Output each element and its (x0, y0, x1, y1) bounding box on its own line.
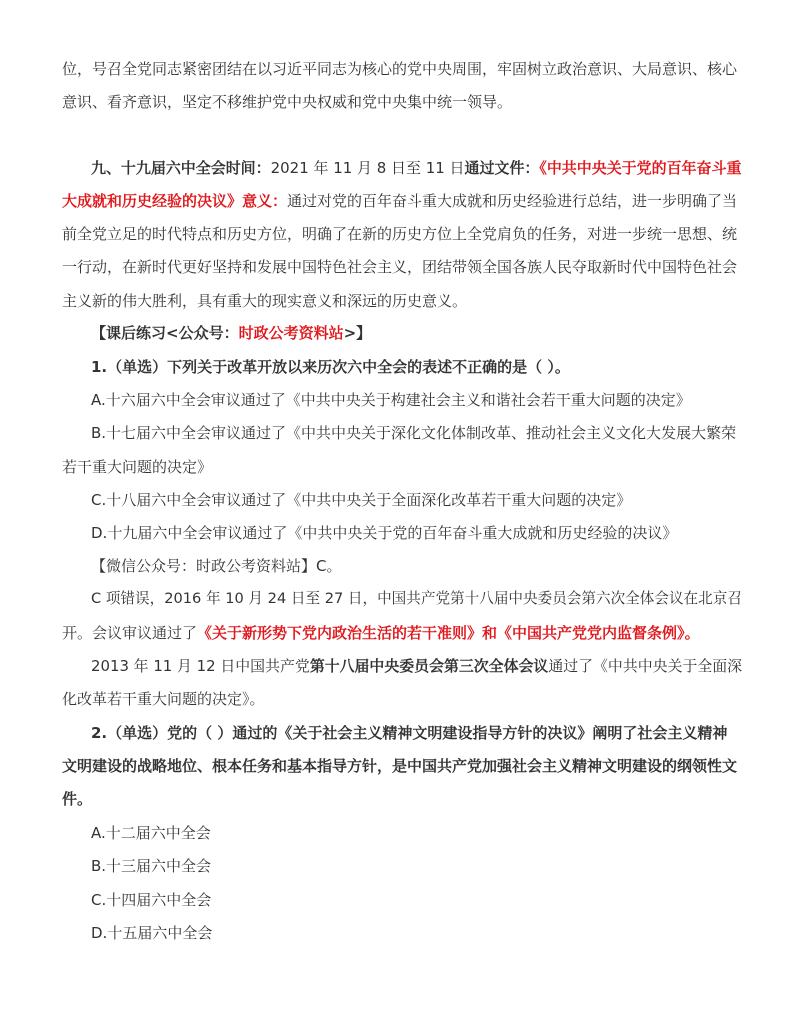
q2-stem-line-1: 2.（单选）党的（ ）通过的《关于社会主义精神文明建设指导方针的决议》阐明了社会主义精神 (91, 724, 728, 742)
q2-option-d: D.十五届六中全会 (91, 924, 213, 942)
q1-exp3-tail: 通过了《中共中央关于全面深 (548, 657, 743, 675)
section9-meaning-1: 通过对党的百年奋斗重大成就和历史经验进行总结，进一步明确了当 (287, 192, 738, 210)
q1-option-d: D.十九届六中全会审议通过了《中共中央关于党的百年奋斗重大成就和历史经验的决议》 (91, 524, 678, 542)
q1-exp2-lead: 开。会议审议通过了 (62, 624, 198, 642)
q1-exp2-document-1: 《关于新形势下党内政治生活的若干准则》 (197, 624, 483, 642)
q1-exp3-lead: 2013 年 11 月 12 日中国共产党 (91, 657, 310, 675)
q2-stem-line-3: 件。 (62, 790, 93, 808)
q1-explanation-line-3 (91, 656, 742, 676)
q2-option-c: C.十四届六中全会 (91, 891, 212, 909)
q1-explanation-line-2 (62, 623, 700, 643)
q1-exp2-and: 和 (482, 624, 498, 642)
q1-explanation-line-1: C 项错误，2016 年 10 月 24 日至 27 日，中国共产党第十八届中央委员会第六次全体会议在北京召 (91, 590, 742, 607)
section9-doc-label: 通过文件： (464, 159, 540, 177)
q1-option-b-line-2: 若干重大问题的决定》 (62, 458, 213, 476)
q2-stem-line-2: 文明建设的战略地位、根本任务和基本指导方针，是中国共产党加强社会主义精神文明建设的纲领性文 (62, 757, 738, 775)
intro-line-1: 位，号召全党同志紧密团结在以习近平同志为核心的党中央周围，牢固树立政治意识、大局意识、核心 (62, 60, 738, 78)
section9-line-1 (91, 158, 741, 178)
q2-option-a: A.十二届六中全会 (91, 824, 211, 842)
q1-exp2-end: 。 (684, 624, 700, 642)
practice-account: 时政公考资料站 (238, 324, 344, 342)
q1-option-a: A.十六届六中全会审议通过了《中共中央关于构建社会主义和谐社会若干重大问题的决定》 (91, 391, 691, 409)
practice-heading (91, 323, 371, 343)
q1-stem: 1.（单选）下列关于改革开放以来历次六中全会的表述不正确的是（ ）。 (91, 358, 570, 376)
section9-line-5: 主义新的伟大胜利，具有重大的现实意义和深远的历史意义。 (62, 292, 468, 310)
q1-exp2-document-2: 《中国共产党党内监督条例》 (497, 624, 685, 642)
section9-line-3: 前全党立足的时代特点和历史方位，明确了在新的历史方位上全党肩负的任务，对进一步统一思想、统 (62, 225, 738, 243)
q1-option-c: C.十八届六中全会审议通过了《中共中央关于全面深化改革若干重大问题的决定》 (91, 491, 632, 509)
q1-exp3-session: 第十八届中央委员会第三次全体会议 (309, 657, 549, 675)
section9-meaning-label: 意义： (242, 192, 288, 210)
intro-line-2: 意识、看齐意识，坚定不移维护党中央权威和党中央集中统一领导。 (62, 93, 513, 111)
q2-option-b: B.十三届六中全会 (91, 857, 212, 875)
practice-suffix: >】 (343, 324, 372, 342)
q1-option-b-line-1: B.十七届六中全会审议通过了《中共中央关于深化文化体制改革、推动社会主义文化大发展大繁荣 (91, 424, 737, 442)
section9-doc-title-1: 《中共中央关于党的百年奋斗重 (539, 159, 742, 177)
practice-prefix: 【课后练习<公众号： (91, 324, 239, 342)
section9-heading: 九、十九届六中全会时间： (91, 159, 271, 177)
section9-date: 2021 年 11 月 8 日至 11 日 (270, 159, 465, 177)
section9-line-4: 一行动，在新时代更好坚持和发展中国特色社会主义，团结带领全国各族人民夺取新时代中国特色社会 (62, 258, 738, 276)
q1-explanation-line-4: 化改革若干重大问题的决定》。 (62, 690, 265, 708)
section9-line-2 (62, 191, 737, 211)
section9-doc-title-2: 大成就和历史经验的决议》 (62, 192, 243, 210)
q1-answer: 【微信公众号：时政公考资料站】C。 (91, 557, 342, 575)
